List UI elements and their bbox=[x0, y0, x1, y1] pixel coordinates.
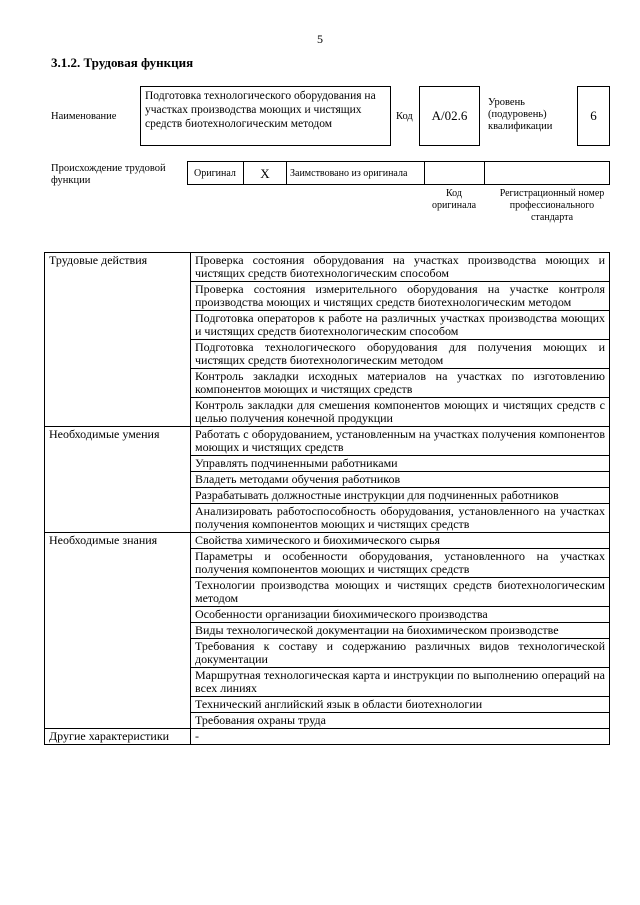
page-number: 5 bbox=[317, 32, 323, 46]
table-row bbox=[45, 253, 610, 282]
labor-function-table bbox=[44, 252, 610, 745]
item-cell: Подготовка технологического оборудования для получения моющих и чистящих средств биотехнологическим методом bbox=[191, 340, 610, 369]
level-label: Уровень (подуровень) квалификации bbox=[488, 97, 553, 132]
item-cell: Контроль закладки для смешения компонентов моющих и чистящих средств с целью получения конечной продукции bbox=[191, 398, 610, 427]
item-cell: Требования к составу и содержанию различных видов технологической документации bbox=[191, 639, 610, 668]
reg-number-cell bbox=[485, 162, 609, 184]
item-cell: Анализировать работоспособность оборудования, установленного на участках получения компонентов моющих и чистящих средств bbox=[191, 504, 610, 533]
table-row bbox=[45, 533, 610, 549]
code-original-label: Код оригинала bbox=[431, 188, 477, 211]
category-cell: Другие характеристики bbox=[45, 729, 191, 745]
item-cell: Параметры и особенности оборудования, установленного на участках получения компонентов моющих и чистящих средств bbox=[191, 549, 610, 578]
item-cell: Свойства химического и биохимического сырья bbox=[191, 533, 610, 549]
borrowed-label-cell bbox=[287, 162, 425, 184]
reg-number-label: Регистрационный номер профессионального стандарта bbox=[499, 188, 605, 223]
original-mark: X bbox=[260, 165, 270, 181]
item-cell: Подготовка операторов к работе на различных участках производства моющих и чистящих средств биотехнологическим способом bbox=[191, 311, 610, 340]
code-label: Код bbox=[396, 111, 413, 122]
origin-label: Происхождение трудовой функции bbox=[51, 163, 166, 186]
item-cell: Проверка состояния измерительного оборудования на участке контроля производства моющих и чистящих средств биотехнологическим методом bbox=[191, 282, 610, 311]
item-cell: Проверка состояния оборудования на участках производства моющих и чистящих средств биотехнологическим способом bbox=[191, 253, 610, 282]
item-cell: Маршрутная технологическая карта и инструкции по выполнению операций на всех линиях bbox=[191, 668, 610, 697]
function-name-value: Подготовка технологического оборудования на участках производства моющих и чистящих средств биотехнологическим методом bbox=[145, 90, 376, 130]
category-cell: Трудовые действия bbox=[45, 253, 191, 427]
level-box bbox=[577, 86, 610, 146]
item-cell: Особенности организации биохимического производства bbox=[191, 607, 610, 623]
table-row bbox=[45, 427, 610, 456]
item-cell: Требования охраны труда bbox=[191, 713, 610, 729]
code-value: А/02.6 bbox=[431, 108, 468, 123]
item-cell: Владеть методами обучения работников bbox=[191, 472, 610, 488]
item-cell: Управлять подчиненными работниками bbox=[191, 456, 610, 472]
table-row bbox=[45, 729, 610, 745]
item-cell: Технологии производства моющих и чистящих средств биотехнологическим методом bbox=[191, 578, 610, 607]
borrowed-label: Заимствовано из оригинала bbox=[290, 167, 408, 179]
level-value: 6 bbox=[590, 108, 597, 123]
item-cell: - bbox=[191, 729, 610, 745]
function-name-box bbox=[140, 86, 391, 146]
category-cell: Необходимые умения bbox=[45, 427, 191, 533]
original-label: Оригинал bbox=[194, 167, 236, 179]
original-label-cell bbox=[188, 162, 244, 184]
origin-row bbox=[187, 161, 610, 185]
item-cell: Виды технологической документации на биохимическом производстве bbox=[191, 623, 610, 639]
section-title: 3.1.2. Трудовая функция bbox=[51, 55, 194, 70]
item-cell: Контроль закладки исходных материалов на участках по изготовлению компонентов моющих и чистящих средств bbox=[191, 369, 610, 398]
code-original-cell bbox=[425, 162, 485, 184]
category-cell: Необходимые знания bbox=[45, 533, 191, 729]
item-cell: Работать с оборудованием, установленным на участках получения компонентов моющих и чистящих средств bbox=[191, 427, 610, 456]
item-cell: Разрабатывать должностные инструкции для подчиненных работников bbox=[191, 488, 610, 504]
code-box bbox=[419, 86, 480, 146]
name-label: Наименование bbox=[51, 111, 117, 122]
item-cell: Технический английский язык в области биотехнологии bbox=[191, 697, 610, 713]
original-mark-cell bbox=[244, 162, 287, 184]
